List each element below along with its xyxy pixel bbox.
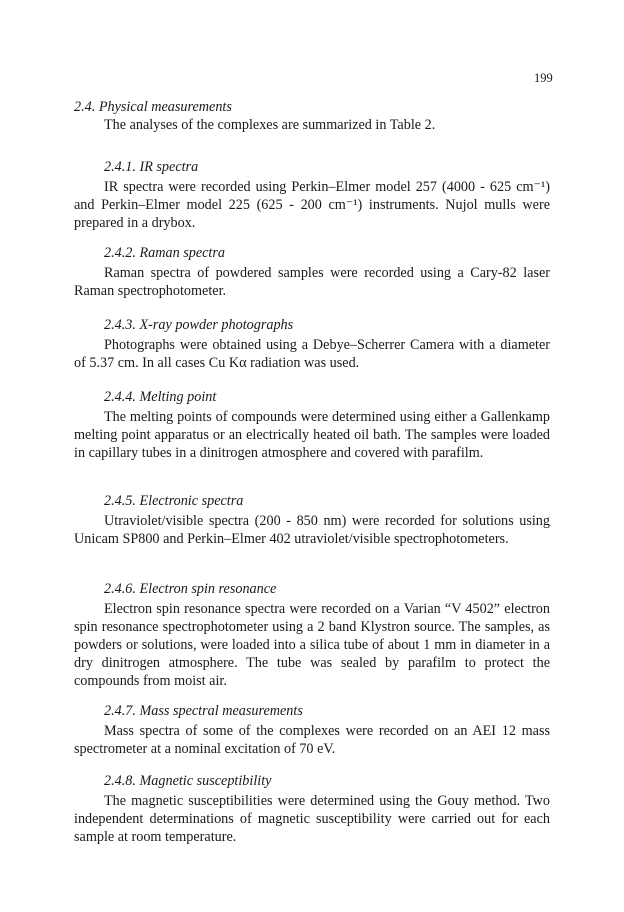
subsection-body: Photographs were obtained using a Debye–Scherrer Camera with a diameter of 5.37 cm. In all cases Cu Kα radiation was used. <box>74 337 550 371</box>
subsection-body: Utraviolet/visible spectra (200 - 850 nm) were recorded for solutions using Unicam SP800 and Perkin–Elmer 402 utraviolet/visible spectrophotometers. <box>74 513 550 547</box>
subsection-body: The melting points of compounds were determined using either a Gallenkamp melting point apparatus or an electrically heated oil bath. The samples were loaded in capillary tubes in a dinitrogen atmosphere and covered with parafilm. <box>74 409 550 461</box>
subsection-heading: 2.4.3. X-ray powder photographs <box>104 317 294 333</box>
section-lead-paragraph: The analyses of the complexes are summarized in Table 2. <box>104 117 436 133</box>
subsection-body: Raman spectra of powdered samples were recorded using a Cary-82 laser Raman spectrophotometer. <box>74 265 550 299</box>
subsection-raman-spectra <box>74 244 550 300</box>
subsection-body: Mass spectra of some of the complexes were recorded on an AEI 12 mass spectrometer at a nominal excitation of 70 eV. <box>74 723 550 757</box>
subsection-heading: 2.4.6. Electron spin resonance <box>104 581 277 597</box>
subsection-melting-point <box>74 388 550 462</box>
subsection-heading: 2.4.8. Magnetic susceptibility <box>104 773 272 789</box>
subsection-heading: 2.4.4. Melting point <box>104 389 217 405</box>
subsection-heading: 2.4.5. Electronic spectra <box>104 493 244 509</box>
subsection-magnetic-susceptibility <box>74 772 550 846</box>
subsection-xray-powder <box>74 316 550 372</box>
subsection-esr <box>74 580 550 690</box>
subsection-ir-spectra <box>74 158 550 232</box>
subsection-heading: 2.4.7. Mass spectral measurements <box>104 703 303 719</box>
subsection-heading: 2.4.2. Raman spectra <box>104 245 225 261</box>
subsection-body: Electron spin resonance spectra were recorded on a Varian “V 4502” electron spin resonance spectrophotometer using a 2 band Klystron source. The samples, as powders or solutions, were loaded into a silica tube of about 1 mm in diameter in a dry dinitrogen atmosphere. The tube was sealed by parafilm to protect the compounds from moist air. <box>74 601 550 689</box>
subsection-mass-spectral <box>74 702 550 758</box>
subsection-electronic-spectra <box>74 492 550 548</box>
subsection-body: The magnetic susceptibilities were determined using the Gouy method. Two independent determinations of magnetic susceptibility were carried out for each sample at room temperature. <box>74 793 550 845</box>
page-number: 199 <box>534 71 553 85</box>
subsection-heading: 2.4.1. IR spectra <box>104 159 199 175</box>
section-heading: 2.4. Physical measurements <box>74 99 232 115</box>
subsection-body: IR spectra were recorded using Perkin–Elmer model 257 (4000 - 625 cm⁻¹) and Perkin–Elmer model 225 (625 - 200 cm⁻¹) instruments. Nujol mulls were prepared in a drybox. <box>74 179 550 231</box>
